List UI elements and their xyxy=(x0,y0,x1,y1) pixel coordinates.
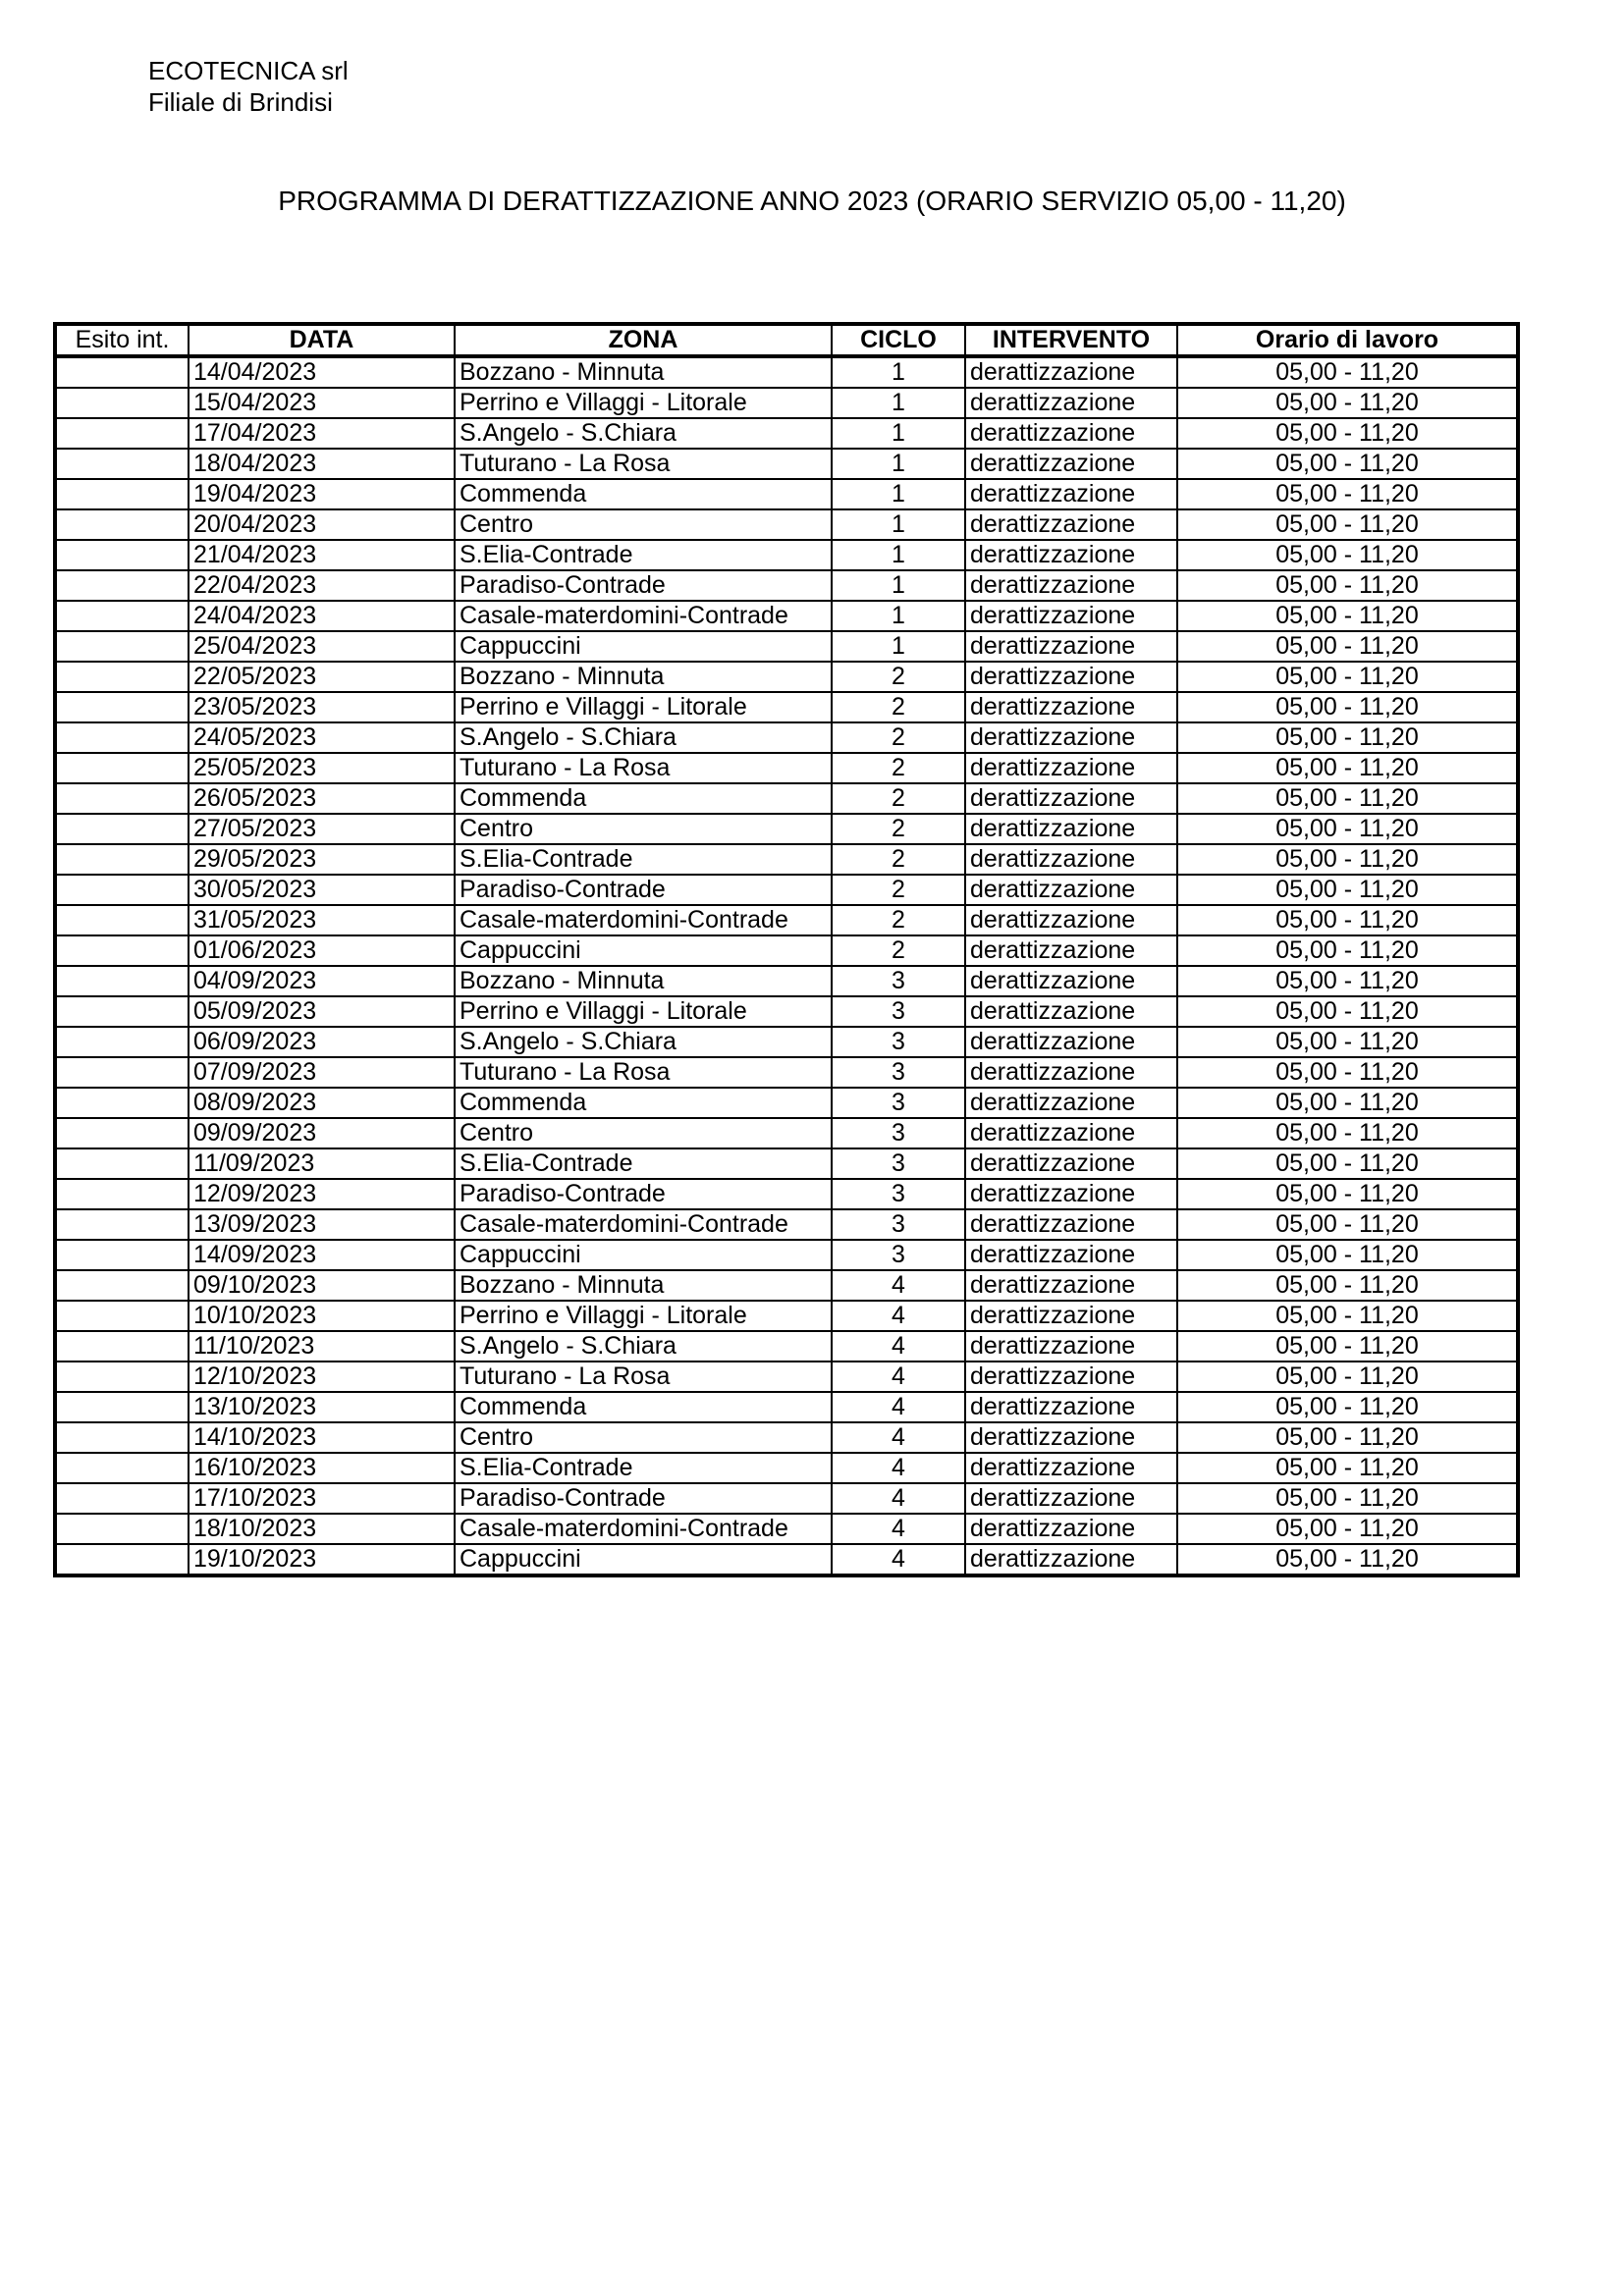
cell-intervento: derattizzazione xyxy=(965,1483,1177,1514)
cell-ciclo: 1 xyxy=(832,356,965,388)
cell-zona: Casale-materdomini-Contrade xyxy=(455,1209,832,1240)
cell-orario: 05,00 - 11,20 xyxy=(1177,875,1518,905)
cell-intervento: derattizzazione xyxy=(965,996,1177,1027)
cell-ciclo: 3 xyxy=(832,1088,965,1118)
table-row xyxy=(55,570,1518,601)
cell-ciclo: 1 xyxy=(832,479,965,509)
cell-orario: 05,00 - 11,20 xyxy=(1177,722,1518,753)
table-row xyxy=(55,1148,1518,1179)
cell-orario: 05,00 - 11,20 xyxy=(1177,1301,1518,1331)
cell-intervento: derattizzazione xyxy=(965,1027,1177,1057)
table-row xyxy=(55,935,1518,966)
table-row xyxy=(55,1027,1518,1057)
cell-zona: Casale-materdomini-Contrade xyxy=(455,1514,832,1544)
table-row xyxy=(55,1118,1518,1148)
table-row xyxy=(55,540,1518,570)
cell-esito xyxy=(55,1331,189,1362)
cell-ciclo: 1 xyxy=(832,601,965,631)
cell-intervento: derattizzazione xyxy=(965,1088,1177,1118)
table-row xyxy=(55,1179,1518,1209)
cell-esito xyxy=(55,1088,189,1118)
cell-ciclo: 3 xyxy=(832,996,965,1027)
cell-esito xyxy=(55,692,189,722)
cell-ciclo: 4 xyxy=(832,1392,965,1422)
cell-data: 09/10/2023 xyxy=(189,1270,455,1301)
cell-zona: Centro xyxy=(455,509,832,540)
cell-zona: Bozzano - Minnuta xyxy=(455,966,832,996)
cell-intervento: derattizzazione xyxy=(965,1301,1177,1331)
cell-esito xyxy=(55,1240,189,1270)
cell-intervento: derattizzazione xyxy=(965,662,1177,692)
cell-ciclo: 2 xyxy=(832,722,965,753)
table-row xyxy=(55,662,1518,692)
cell-ciclo: 3 xyxy=(832,1179,965,1209)
cell-esito xyxy=(55,1483,189,1514)
cell-orario: 05,00 - 11,20 xyxy=(1177,1514,1518,1544)
cell-data: 01/06/2023 xyxy=(189,935,455,966)
cell-intervento: derattizzazione xyxy=(965,1422,1177,1453)
cell-data: 07/09/2023 xyxy=(189,1057,455,1088)
cell-esito xyxy=(55,388,189,418)
cell-orario: 05,00 - 11,20 xyxy=(1177,601,1518,631)
cell-orario: 05,00 - 11,20 xyxy=(1177,1118,1518,1148)
cell-intervento: derattizzazione xyxy=(965,1118,1177,1148)
cell-data: 19/10/2023 xyxy=(189,1544,455,1575)
schedule-table xyxy=(53,322,1520,1577)
cell-esito xyxy=(55,875,189,905)
table-row xyxy=(55,1331,1518,1362)
cell-esito xyxy=(55,509,189,540)
cell-zona: Commenda xyxy=(455,479,832,509)
cell-intervento: derattizzazione xyxy=(965,1057,1177,1088)
cell-orario: 05,00 - 11,20 xyxy=(1177,1179,1518,1209)
cell-intervento: derattizzazione xyxy=(965,1240,1177,1270)
table-row xyxy=(55,1514,1518,1544)
cell-ciclo: 3 xyxy=(832,1240,965,1270)
cell-data: 22/05/2023 xyxy=(189,662,455,692)
cell-orario: 05,00 - 11,20 xyxy=(1177,449,1518,479)
table-row xyxy=(55,1483,1518,1514)
table-row xyxy=(55,1270,1518,1301)
cell-intervento: derattizzazione xyxy=(965,509,1177,540)
cell-data: 11/10/2023 xyxy=(189,1331,455,1362)
cell-ciclo: 1 xyxy=(832,631,965,662)
cell-intervento: derattizzazione xyxy=(965,1362,1177,1392)
cell-data: 14/09/2023 xyxy=(189,1240,455,1270)
cell-esito xyxy=(55,356,189,388)
cell-esito xyxy=(55,1179,189,1209)
cell-orario: 05,00 - 11,20 xyxy=(1177,1483,1518,1514)
cell-esito xyxy=(55,722,189,753)
cell-zona: S.Angelo - S.Chiara xyxy=(455,1027,832,1057)
cell-zona: S.Elia-Contrade xyxy=(455,1453,832,1483)
cell-esito xyxy=(55,601,189,631)
cell-orario: 05,00 - 11,20 xyxy=(1177,1331,1518,1362)
cell-data: 08/09/2023 xyxy=(189,1088,455,1118)
cell-ciclo: 4 xyxy=(832,1422,965,1453)
cell-orario: 05,00 - 11,20 xyxy=(1177,844,1518,875)
cell-zona: Bozzano - Minnuta xyxy=(455,662,832,692)
cell-esito xyxy=(55,449,189,479)
cell-zona: Paradiso-Contrade xyxy=(455,875,832,905)
cell-esito xyxy=(55,1362,189,1392)
cell-orario: 05,00 - 11,20 xyxy=(1177,509,1518,540)
column-header-zona: ZONA xyxy=(455,324,832,356)
cell-data: 05/09/2023 xyxy=(189,996,455,1027)
cell-data: 14/04/2023 xyxy=(189,356,455,388)
table-row xyxy=(55,601,1518,631)
cell-esito xyxy=(55,570,189,601)
cell-data: 23/05/2023 xyxy=(189,692,455,722)
cell-intervento: derattizzazione xyxy=(965,631,1177,662)
cell-intervento: derattizzazione xyxy=(965,1148,1177,1179)
cell-zona: Cappuccini xyxy=(455,1544,832,1575)
cell-orario: 05,00 - 11,20 xyxy=(1177,1392,1518,1422)
table-row xyxy=(55,479,1518,509)
cell-esito xyxy=(55,814,189,844)
cell-zona: Commenda xyxy=(455,783,832,814)
cell-intervento: derattizzazione xyxy=(965,1453,1177,1483)
table-row xyxy=(55,1240,1518,1270)
cell-data: 11/09/2023 xyxy=(189,1148,455,1179)
company-name: ECOTECNICA srl xyxy=(148,56,349,85)
cell-zona: Centro xyxy=(455,1422,832,1453)
cell-ciclo: 3 xyxy=(832,1118,965,1148)
table-row xyxy=(55,783,1518,814)
cell-esito xyxy=(55,753,189,783)
cell-zona: Casale-materdomini-Contrade xyxy=(455,601,832,631)
cell-esito xyxy=(55,966,189,996)
cell-zona: S.Angelo - S.Chiara xyxy=(455,418,832,449)
cell-intervento: derattizzazione xyxy=(965,753,1177,783)
cell-ciclo: 1 xyxy=(832,540,965,570)
cell-intervento: derattizzazione xyxy=(965,1331,1177,1362)
cell-data: 22/04/2023 xyxy=(189,570,455,601)
cell-ciclo: 4 xyxy=(832,1514,965,1544)
table-row xyxy=(55,388,1518,418)
cell-data: 19/04/2023 xyxy=(189,479,455,509)
cell-intervento: derattizzazione xyxy=(965,1270,1177,1301)
cell-intervento: derattizzazione xyxy=(965,783,1177,814)
cell-esito xyxy=(55,1118,189,1148)
cell-intervento: derattizzazione xyxy=(965,844,1177,875)
cell-ciclo: 4 xyxy=(832,1362,965,1392)
cell-zona: S.Elia-Contrade xyxy=(455,844,832,875)
cell-orario: 05,00 - 11,20 xyxy=(1177,418,1518,449)
cell-orario: 05,00 - 11,20 xyxy=(1177,356,1518,388)
cell-intervento: derattizzazione xyxy=(965,966,1177,996)
cell-orario: 05,00 - 11,20 xyxy=(1177,388,1518,418)
cell-orario: 05,00 - 11,20 xyxy=(1177,966,1518,996)
cell-data: 12/10/2023 xyxy=(189,1362,455,1392)
cell-zona: Tuturano - La Rosa xyxy=(455,1057,832,1088)
cell-data: 09/09/2023 xyxy=(189,1118,455,1148)
table-row xyxy=(55,509,1518,540)
cell-data: 17/04/2023 xyxy=(189,418,455,449)
cell-intervento: derattizzazione xyxy=(965,601,1177,631)
cell-intervento: derattizzazione xyxy=(965,1514,1177,1544)
cell-orario: 05,00 - 11,20 xyxy=(1177,1453,1518,1483)
cell-data: 17/10/2023 xyxy=(189,1483,455,1514)
cell-esito xyxy=(55,1453,189,1483)
cell-data: 24/05/2023 xyxy=(189,722,455,753)
table-row xyxy=(55,722,1518,753)
cell-ciclo: 4 xyxy=(832,1270,965,1301)
cell-zona: Perrino e Villaggi - Litorale xyxy=(455,1301,832,1331)
cell-orario: 05,00 - 11,20 xyxy=(1177,905,1518,935)
column-header-orario: Orario di lavoro xyxy=(1177,324,1518,356)
cell-data: 06/09/2023 xyxy=(189,1027,455,1057)
cell-esito xyxy=(55,1544,189,1575)
cell-intervento: derattizzazione xyxy=(965,356,1177,388)
cell-orario: 05,00 - 11,20 xyxy=(1177,1270,1518,1301)
cell-orario: 05,00 - 11,20 xyxy=(1177,1027,1518,1057)
cell-esito xyxy=(55,1514,189,1544)
cell-intervento: derattizzazione xyxy=(965,1179,1177,1209)
cell-data: 30/05/2023 xyxy=(189,875,455,905)
cell-orario: 05,00 - 11,20 xyxy=(1177,631,1518,662)
cell-orario: 05,00 - 11,20 xyxy=(1177,753,1518,783)
cell-zona: Commenda xyxy=(455,1088,832,1118)
cell-orario: 05,00 - 11,20 xyxy=(1177,814,1518,844)
cell-intervento: derattizzazione xyxy=(965,388,1177,418)
cell-ciclo: 4 xyxy=(832,1483,965,1514)
table-row xyxy=(55,1392,1518,1422)
cell-esito xyxy=(55,479,189,509)
cell-intervento: derattizzazione xyxy=(965,449,1177,479)
cell-data: 04/09/2023 xyxy=(189,966,455,996)
cell-ciclo: 2 xyxy=(832,692,965,722)
table-row xyxy=(55,1362,1518,1392)
cell-data: 25/04/2023 xyxy=(189,631,455,662)
cell-data: 13/09/2023 xyxy=(189,1209,455,1240)
cell-zona: Centro xyxy=(455,814,832,844)
cell-intervento: derattizzazione xyxy=(965,905,1177,935)
header-row xyxy=(55,324,1518,356)
table-row xyxy=(55,449,1518,479)
cell-orario: 05,00 - 11,20 xyxy=(1177,570,1518,601)
cell-data: 20/04/2023 xyxy=(189,509,455,540)
cell-data: 12/09/2023 xyxy=(189,1179,455,1209)
cell-intervento: derattizzazione xyxy=(965,722,1177,753)
table-row xyxy=(55,631,1518,662)
cell-zona: Paradiso-Contrade xyxy=(455,1179,832,1209)
cell-esito xyxy=(55,935,189,966)
cell-data: 16/10/2023 xyxy=(189,1453,455,1483)
cell-esito xyxy=(55,1270,189,1301)
column-header-esito: Esito int. xyxy=(55,324,189,356)
cell-data: 27/05/2023 xyxy=(189,814,455,844)
table-row xyxy=(55,996,1518,1027)
cell-data: 25/05/2023 xyxy=(189,753,455,783)
cell-zona: Perrino e Villaggi - Litorale xyxy=(455,996,832,1027)
cell-zona: Bozzano - Minnuta xyxy=(455,356,832,388)
cell-esito xyxy=(55,1209,189,1240)
cell-ciclo: 3 xyxy=(832,1027,965,1057)
cell-orario: 05,00 - 11,20 xyxy=(1177,1240,1518,1270)
cell-orario: 05,00 - 11,20 xyxy=(1177,935,1518,966)
cell-orario: 05,00 - 11,20 xyxy=(1177,1057,1518,1088)
cell-ciclo: 4 xyxy=(832,1453,965,1483)
table-row xyxy=(55,1544,1518,1575)
cell-ciclo: 4 xyxy=(832,1544,965,1575)
column-header-data: DATA xyxy=(189,324,455,356)
cell-ciclo: 2 xyxy=(832,844,965,875)
cell-ciclo: 3 xyxy=(832,1057,965,1088)
cell-zona: Commenda xyxy=(455,1392,832,1422)
cell-ciclo: 4 xyxy=(832,1301,965,1331)
table-row xyxy=(55,356,1518,388)
cell-orario: 05,00 - 11,20 xyxy=(1177,1088,1518,1118)
table-row xyxy=(55,1057,1518,1088)
cell-zona: Cappuccini xyxy=(455,631,832,662)
cell-orario: 05,00 - 11,20 xyxy=(1177,479,1518,509)
cell-esito xyxy=(55,1148,189,1179)
cell-ciclo: 2 xyxy=(832,935,965,966)
cell-zona: S.Elia-Contrade xyxy=(455,540,832,570)
cell-zona: Cappuccini xyxy=(455,935,832,966)
cell-esito xyxy=(55,1301,189,1331)
cell-data: 21/04/2023 xyxy=(189,540,455,570)
cell-intervento: derattizzazione xyxy=(965,540,1177,570)
table-row xyxy=(55,1209,1518,1240)
table-row xyxy=(55,1301,1518,1331)
cell-ciclo: 1 xyxy=(832,509,965,540)
cell-ciclo: 3 xyxy=(832,966,965,996)
table-header xyxy=(55,324,1518,356)
cell-esito xyxy=(55,844,189,875)
table-body xyxy=(55,356,1518,1575)
cell-intervento: derattizzazione xyxy=(965,814,1177,844)
cell-esito xyxy=(55,418,189,449)
cell-ciclo: 3 xyxy=(832,1209,965,1240)
cell-zona: Perrino e Villaggi - Litorale xyxy=(455,388,832,418)
cell-ciclo: 2 xyxy=(832,875,965,905)
cell-ciclo: 2 xyxy=(832,783,965,814)
cell-zona: Perrino e Villaggi - Litorale xyxy=(455,692,832,722)
table-row xyxy=(55,753,1518,783)
cell-esito xyxy=(55,996,189,1027)
cell-esito xyxy=(55,1057,189,1088)
cell-zona: Cappuccini xyxy=(455,1240,832,1270)
cell-zona: Tuturano - La Rosa xyxy=(455,449,832,479)
cell-esito xyxy=(55,783,189,814)
cell-data: 13/10/2023 xyxy=(189,1392,455,1422)
cell-ciclo: 3 xyxy=(832,1148,965,1179)
table-row xyxy=(55,1453,1518,1483)
cell-orario: 05,00 - 11,20 xyxy=(1177,692,1518,722)
cell-zona: Tuturano - La Rosa xyxy=(455,1362,832,1392)
cell-data: 29/05/2023 xyxy=(189,844,455,875)
cell-data: 18/04/2023 xyxy=(189,449,455,479)
cell-zona: Paradiso-Contrade xyxy=(455,570,832,601)
table-row xyxy=(55,844,1518,875)
cell-orario: 05,00 - 11,20 xyxy=(1177,1148,1518,1179)
cell-zona: Bozzano - Minnuta xyxy=(455,1270,832,1301)
cell-zona: Centro xyxy=(455,1118,832,1148)
cell-ciclo: 2 xyxy=(832,905,965,935)
cell-esito xyxy=(55,1422,189,1453)
cell-ciclo: 1 xyxy=(832,449,965,479)
cell-ciclo: 1 xyxy=(832,388,965,418)
cell-intervento: derattizzazione xyxy=(965,1209,1177,1240)
cell-data: 18/10/2023 xyxy=(189,1514,455,1544)
document-title: PROGRAMMA DI DERATTIZZAZIONE ANNO 2023 (ORARIO SERVIZIO 05,00 - 11,20) xyxy=(278,186,1346,216)
cell-ciclo: 2 xyxy=(832,662,965,692)
cell-intervento: derattizzazione xyxy=(965,1392,1177,1422)
table-row xyxy=(55,1422,1518,1453)
cell-orario: 05,00 - 11,20 xyxy=(1177,783,1518,814)
cell-orario: 05,00 - 11,20 xyxy=(1177,1209,1518,1240)
cell-data: 24/04/2023 xyxy=(189,601,455,631)
cell-intervento: derattizzazione xyxy=(965,570,1177,601)
cell-data: 26/05/2023 xyxy=(189,783,455,814)
cell-orario: 05,00 - 11,20 xyxy=(1177,1362,1518,1392)
cell-esito xyxy=(55,905,189,935)
table-row xyxy=(55,1088,1518,1118)
cell-intervento: derattizzazione xyxy=(965,479,1177,509)
cell-esito xyxy=(55,1392,189,1422)
cell-data: 31/05/2023 xyxy=(189,905,455,935)
cell-ciclo: 1 xyxy=(832,570,965,601)
table-row xyxy=(55,418,1518,449)
table-row xyxy=(55,814,1518,844)
cell-esito xyxy=(55,631,189,662)
cell-esito xyxy=(55,540,189,570)
table-row xyxy=(55,905,1518,935)
cell-zona: Casale-materdomini-Contrade xyxy=(455,905,832,935)
cell-intervento: derattizzazione xyxy=(965,418,1177,449)
cell-orario: 05,00 - 11,20 xyxy=(1177,1544,1518,1575)
table-row xyxy=(55,875,1518,905)
company-block xyxy=(148,55,349,118)
cell-ciclo: 4 xyxy=(832,1331,965,1362)
cell-ciclo: 2 xyxy=(832,814,965,844)
cell-data: 14/10/2023 xyxy=(189,1422,455,1453)
cell-orario: 05,00 - 11,20 xyxy=(1177,540,1518,570)
cell-zona: Paradiso-Contrade xyxy=(455,1483,832,1514)
cell-esito xyxy=(55,1027,189,1057)
cell-zona: S.Angelo - S.Chiara xyxy=(455,1331,832,1362)
column-header-intervento: INTERVENTO xyxy=(965,324,1177,356)
cell-intervento: derattizzazione xyxy=(965,935,1177,966)
cell-data: 10/10/2023 xyxy=(189,1301,455,1331)
table-row xyxy=(55,966,1518,996)
cell-data: 15/04/2023 xyxy=(189,388,455,418)
cell-intervento: derattizzazione xyxy=(965,692,1177,722)
cell-zona: Tuturano - La Rosa xyxy=(455,753,832,783)
cell-esito xyxy=(55,662,189,692)
column-header-ciclo: CICLO xyxy=(832,324,965,356)
cell-zona: S.Angelo - S.Chiara xyxy=(455,722,832,753)
branch-name: Filiale di Brindisi xyxy=(148,87,333,117)
cell-ciclo: 2 xyxy=(832,753,965,783)
cell-orario: 05,00 - 11,20 xyxy=(1177,662,1518,692)
cell-orario: 05,00 - 11,20 xyxy=(1177,1422,1518,1453)
cell-orario: 05,00 - 11,20 xyxy=(1177,996,1518,1027)
cell-ciclo: 1 xyxy=(832,418,965,449)
cell-intervento: derattizzazione xyxy=(965,875,1177,905)
cell-intervento: derattizzazione xyxy=(965,1544,1177,1575)
table-row xyxy=(55,692,1518,722)
cell-zona: S.Elia-Contrade xyxy=(455,1148,832,1179)
